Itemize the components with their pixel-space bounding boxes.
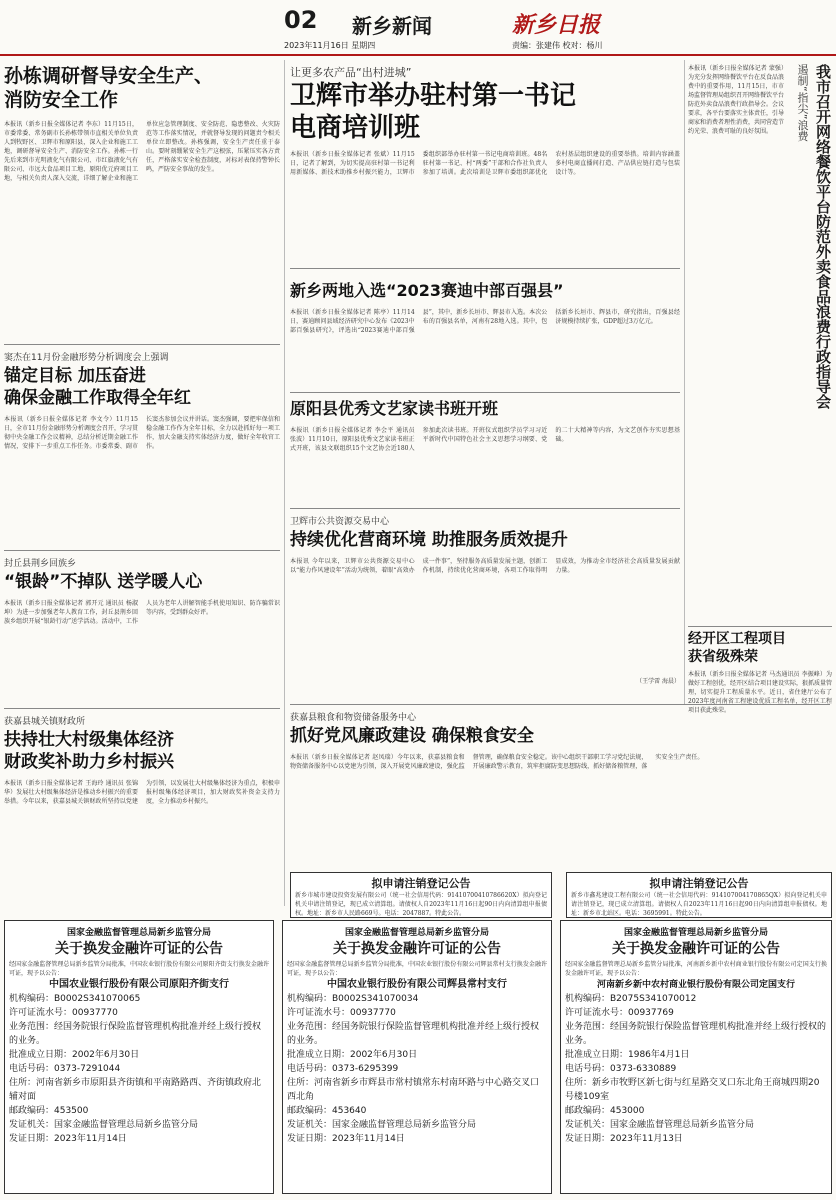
article-baiqiang (290, 280, 680, 390)
notice-title: 关于换发金融许可证的公告 (55, 941, 223, 957)
article-body: 本报讯（新乡日报全媒体记者 李东）11月15日，市委常委、常务副市长孙栋带领市直相关单位负责人到牧野区、卫辉市和原阳县，深入企业和施工工地，调研督导安全生产、消防安全工作。孙栋一行先后来到市光明液化气有限公司、市红旗液化气有限公司、市远大食品项目工地、原阳优元府项目工地，与相关负责人深入交流，详细了解企业和施工单位应急管理制度、安全防范、隐患整改、火灾防范等工作落实情况，并就督导发现的问题责令相关单位立即整改。孙栋强调，安全生产责任重于泰山。要时刻绷紧安全生产这根弦，压紧压实各方责任，严格落实安全检查制度，对标对表保持警钟长鸣，严防安全事故的发生。 (4, 121, 280, 182)
field: 住所：河南省新乡市原阳县齐街镇和平南路路西、齐街镇政府北辅对面 (9, 1078, 262, 1102)
field: 发证机关：国家金融监督管理总局新乡监管分局 (287, 1120, 477, 1130)
article-title: 锚定目标 加压奋进 (4, 366, 146, 386)
notice-body: 新乡市鑫兆建设工程有限公司（统一社会信用代码：914107004170865QX）拟向登记机关申请注销登记，现已成立清算组。请债权人自2023年11月16日起90日内向清算组申报债权。地址：新乡市北站区。电话：3695991。特此公告。 (571, 892, 827, 917)
field: 批准成立日期：1986年4月1日 (565, 1050, 690, 1060)
article-title: 我市召开网络餐饮平台防范外卖食品浪费行政指导会 (814, 64, 832, 409)
field: 业务范围：经国务院银行保险监督管理机构批准并经上级行授权的业务。 (287, 1022, 540, 1046)
field: 许可证流水号：00937770 (9, 1008, 118, 1018)
cancel-notice-1 (290, 872, 552, 918)
field: 机构编码：B0002S341070065 (9, 994, 141, 1004)
article-title: 新乡两地入选“2023赛迪中部百强县” (290, 281, 564, 300)
divider (290, 268, 680, 269)
article-kicker: 窦杰在11月份金融形势分析调度会上强调 (4, 353, 169, 363)
article-body: 本报讯（新乡日报全媒体记者 张斌）11月15日，记者了解到，为切实提高驻村第一书记利用新媒体、新技术助推乡村振兴能力，卫辉市委组织部举办驻村第一书记电商培训班。48名驻村第一书记、村“两委”干部和合作社负责人参加了培训。此次培训是卫辉市委组织部优化农村基层组织建设的重要举措。培训内容涵盖多村电商直播间打造、产品供应链打造与包装设计等。 (290, 151, 680, 176)
divider (4, 708, 280, 709)
notice-title: 拟申请注销登记公告 (649, 877, 749, 890)
article-body: 本报讯（新乡日报全媒体记者 李文令）11月15日，全市11月份金融形势分析调度会召开，学习贯彻中央金融工作会议精神，总结分析近期金融工作情况，安排下一步重点工作任务。市委常委、副市长窦杰参加会议并讲话。窦杰强调，要把牢保信和稳金融工作作为全年目标，全力以赴抓好每一项工作，加大金融支持实体经济力度，做好全年收官工作。 (4, 416, 280, 450)
article-title-2: 电商培训班 (290, 113, 421, 143)
article-body: 本报讯 今年以来，卫辉市公共资源交易中心以“能力作风建设年”活动为统领，着眼“高效办成一件事”，坚持服务高质量发展主题，创新工作机制，持续优化营商环境，各项工作取得明显成效，为推动全市经济社会高质量发展贡献力量。 (290, 558, 680, 574)
field: 发证日期：2023年11月14日 (9, 1134, 127, 1144)
notice-intro: 经国家金融监督管理总局新乡监管分局批准，中国农业银行股份有限公司辉县常村支行换发金融许可证，现予以公告： (287, 961, 547, 977)
article-kicker: 让更多农产品“出村进城” (290, 66, 412, 79)
article-title-2: 财政奖补助力乡村振兴 (4, 752, 174, 772)
field: 发证日期：2023年11月14日 (287, 1134, 405, 1144)
field: 电话号码：0373-6330889 (565, 1064, 677, 1074)
newspaper-logo: 新乡日报 (512, 12, 601, 38)
divider (290, 392, 680, 393)
notice-title: 拟申请注销登记公告 (371, 877, 471, 890)
article-feng (4, 556, 280, 706)
article-jinrong (4, 350, 280, 550)
masthead (0, 0, 836, 60)
field: 业务范围：经国务院银行保险监督管理机构批准并经上级行授权的业务。 (9, 1022, 262, 1046)
article-weidong (290, 64, 680, 264)
article-title: 扶持壮大村级集体经济 (4, 730, 174, 750)
article-body: 本报讯（新乡日报全媒体记者 马杰通讯员 李振峰）为做好工程创优，经开区结合项目建设实际，狠抓质量管理，切实提升工程质量水平。近日，省住建厅公布了2023年度河南省工程建设优质工程名单，经开区工程项目获此殊荣。 (688, 671, 833, 714)
field: 邮政编码：453000 (565, 1106, 645, 1116)
article-title: 原阳县优秀文艺家读书班开班 (290, 399, 499, 418)
editor-credits: 责编：张建伟 校对：杨川 (512, 41, 603, 50)
article-huojia-city (4, 714, 280, 904)
section-name: 新乡新闻 (352, 14, 432, 38)
notice-org: 国家金融监督管理总局新乡监管分局 (344, 928, 489, 938)
article-sun (4, 64, 280, 344)
cancel-notice-2 (566, 872, 832, 918)
article-body: 本报讯（新乡日报全媒体记者 李会平 通讯员 张波）11月10日，原阳县优秀文艺家读书班正式开班，该县文联组织15个文艺协会近180人参加此次读书班。开班仪式组织学员学习习近平新时代中国特色社会主义思想学习纲要、党的二十大精神等内容，为文艺创作夯实思想基础。 (290, 427, 680, 452)
field: 发证机关：国家金融监督管理总局新乡监管分局 (565, 1120, 755, 1130)
issue-date: 2023年11月16日 星期四 (284, 41, 376, 50)
divider (4, 344, 280, 345)
article-body: 本报讯（新乡日报全媒体记者 陈亭）11月14日，赛迪顾问县域经济研究中心发布《2023中部百强县研究》，评选出“2023赛迪中部百强县”，其中，新乡长垣市、辉县市入选。本次公布的百强县名单，河南有28地入选。其中，包括新乡长垣市、辉县市，研究指出，百强县经济规模持续扩张，GDP超过3万亿元。 (290, 309, 680, 334)
article-title: “银龄”不掉队 送学暖人心 (4, 572, 203, 592)
bank-name: 中国农业银行股份有限公司原阳齐街支行 (49, 979, 229, 990)
field: 住所：新乡市牧野区新七街与红星路交叉口东北角王商城四期20号楼109室 (565, 1078, 820, 1102)
field: 批准成立日期：2002年6月30日 (287, 1050, 418, 1060)
bank-name: 中国农业银行股份有限公司辉县常村支行 (327, 979, 507, 990)
article-huojia-grain (290, 710, 830, 870)
article-title-2: 确保金融工作取得全年红 (4, 388, 191, 408)
divider (4, 550, 280, 551)
article-body: 本报讯（新乡日报全媒体记者 蒙强）为充分发挥网络餐饮平台在反食品浪费中的重要作用，11月15日，市市场监督管理局组织召开网络餐饮平台防范外卖食品浪费行政指导会。会议要求，各平台要落实主体责任，引导商家和消费者理性消费，共同营造节约光荣、浪费可耻的良好氛围。 (688, 65, 785, 135)
field: 机构编码：B2075S341070012 (565, 994, 697, 1004)
license-notice-1 (4, 920, 274, 1194)
field: 许可证流水号：00937770 (287, 1008, 396, 1018)
page-number: 02 (284, 6, 318, 34)
field: 邮政编码：453640 (287, 1106, 367, 1116)
notice-title: 关于换发金融许可证的公告 (333, 941, 501, 957)
field: 电话号码：0373-6295399 (287, 1064, 399, 1074)
notice-org: 国家金融监督管理总局新乡监管分局 (623, 928, 768, 938)
notice-title: 关于换发金融许可证的公告 (612, 941, 780, 957)
article-kicker: 获嘉县城关镇财政所 (4, 717, 86, 727)
notice-intro: 经国家金融监督管理总局新乡监管分局批准，河南新乡新中农村商业银行股份有限公司定国支行换发金融许可证，现予以公告： (565, 961, 827, 977)
article-waimai (688, 64, 832, 624)
article-jingsheng (688, 630, 833, 714)
article-kicker: 获嘉县粮食和物资储备服务中心 (290, 713, 417, 723)
article-byline: （王学雷 海晨） (636, 678, 680, 685)
article-gonggong (290, 514, 680, 704)
article-kicker: 遏制“指尖”浪费 (796, 64, 809, 142)
article-title: 持续优化营商环境 助推服务质效提升 (290, 530, 568, 550)
article-title: 卫辉市举办驻村第一书记 (290, 81, 577, 111)
column-divider (684, 60, 685, 704)
article-title-2: 获省级殊荣 (688, 649, 758, 665)
field: 机构编码：B0002S341070034 (287, 994, 419, 1004)
article-title: 孙栋调研督导安全生产、 (4, 65, 214, 87)
license-notice-3 (560, 920, 832, 1194)
field: 批准成立日期：2002年6月30日 (9, 1050, 140, 1060)
notice-intro: 经国家金融监督管理总局新乡监管分局批准，中国农业银行股份有限公司原阳齐街支行换发金融许可证，现予以公告： (9, 961, 269, 977)
field: 业务范围：经国务院银行保险监督管理机构批准并经上级行授权的业务。 (565, 1022, 827, 1046)
article-kicker: 卫辉市公共资源交易中心 (290, 517, 390, 527)
article-title: 经开区工程项目 (688, 631, 786, 647)
field: 邮政编码：453500 (9, 1106, 89, 1116)
masthead-rule (0, 54, 836, 56)
field: 许可证流水号：00937769 (565, 1008, 674, 1018)
article-title-2: 消防安全工作 (4, 89, 119, 111)
notice-org: 国家金融监督管理总局新乡监管分局 (66, 928, 211, 938)
article-body: 本报讯（新乡日报全媒体记者 郭开元 通讯员 杨淑坤）为进一步加强老年人教育工作，封丘县荆乡回族乡组织开展“银龄行动”送学活动。活动中，工作人员为老年人讲解智能手机使用知识、防诈骗常识等内容，受到群众好评。 (4, 600, 280, 625)
article-body: 本报讯（新乡日报全媒体记者 王海玲 通讯员 张锦华）发展壮大村级集体经济是推动乡村振兴的重要举措。今年以来，获嘉县城关镇财政所坚持以党建为引领，以发展壮大村级集体经济为重点，积极申报村级集体经济项目，加大财政奖补资金支持力度，全力推动乡村振兴。 (4, 780, 280, 805)
divider (688, 626, 832, 627)
column-divider (284, 60, 285, 906)
bank-name: 河南新乡新中农村商业银行股份有限公司定国支行 (596, 980, 795, 990)
field: 发证日期：2023年11月13日 (565, 1134, 683, 1144)
article-title: 抓好党风廉政建设 确保粮食安全 (290, 726, 534, 746)
notice-body: 新乡市城市建设投资发展有限公司（统一社会信用代码：91410700410786620X）拟向登记机关申请注销登记，现已成立清算组。请债权人自2023年11月16日起90日内向清算组申报债权。地址：新乡市人民路669号。电话：2047887。特此公告。 (295, 892, 547, 917)
article-body: 本报讯（新乡日报全媒体记者 赵凤瑞）今年以来，获嘉县粮食和物资储备服务中心以党建为引领，深入开展党风廉政建设，强化监督管理，确保粮食安全稳定。该中心组织干部职工学习党纪法规，开展廉政警示教育，筑牢拒腐防变思想防线，抓好储备粮管理，落实安全生产责任。 (290, 754, 704, 770)
field: 电话号码：0373-7291044 (9, 1064, 121, 1074)
license-notice-2 (282, 920, 552, 1194)
article-zhaoyuan (290, 398, 680, 508)
divider (290, 508, 680, 509)
article-kicker: 封丘县荆乡回族乡 (4, 559, 77, 569)
field: 发证机关：国家金融监督管理总局新乡监管分局 (9, 1120, 199, 1130)
field: 住所：河南省新乡市辉县市常村镇常东村南环路与中心路交叉口西北角 (287, 1078, 540, 1102)
